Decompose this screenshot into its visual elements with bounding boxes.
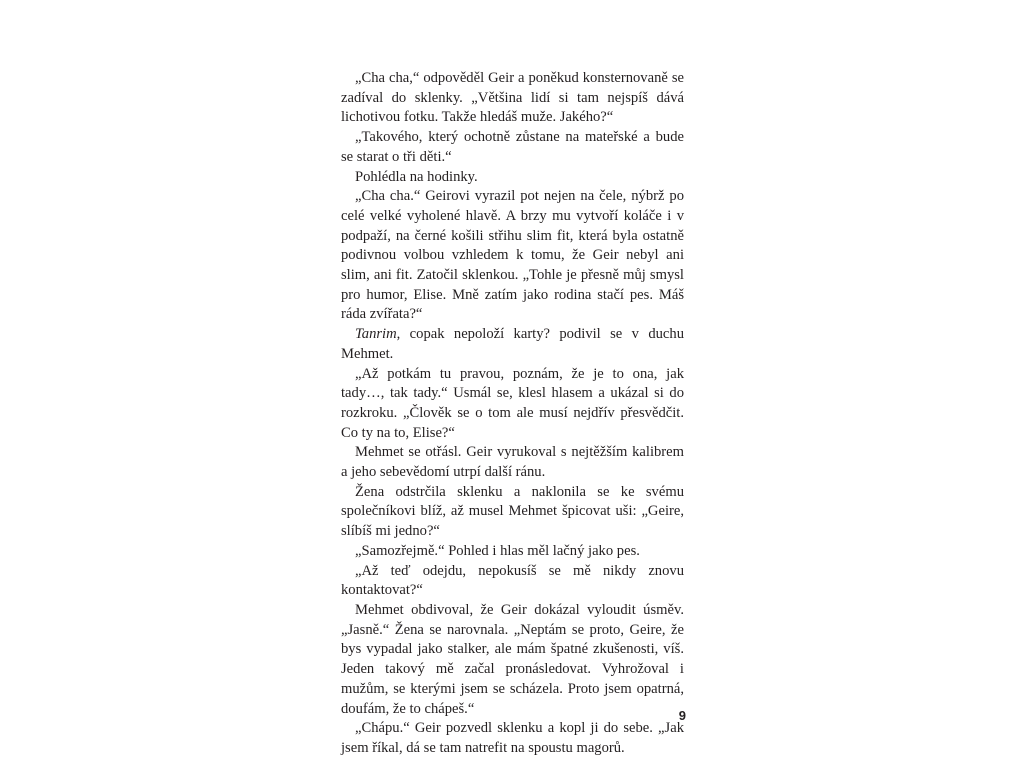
paragraph: Mehmet obdivoval, že Geir dokázal vyloudit úsměv. „Jasně.“ Žena se narovnala. „Neptám se proto, Geire, že bys vypadal jako stalker, ale mám špatné zkušenosti, víš. Jeden takový mě začal pronásledovat. Vyhrožoval i mužům, se kterými jsem se scházela. Proto jsem opatrná, doufám, že to chápeš.“ [341,601,684,717]
paragraph: „Samozřejmě.“ Pohled i hlas měl lačný jako pes. [355,542,640,559]
paragraph: Žena odstrčila sklenku a naklonila se ke svému společníkovi blíž, až musel Mehmet špicovat uši: „Geire, slíbíš mi jedno?“ [341,483,684,540]
paragraph: Mehmet se otřásl. Geir vyrukoval s nejtěžším kalibrem a jeho sebevědomí utrpí další ránu. [341,444,684,481]
paragraph-with-italic [341,325,684,364]
paragraph: „Až teď odejdu, nepokusíš se mě nikdy znovu kontaktovat?“ [341,562,684,599]
italic-word: Tanrim [355,326,397,343]
paragraph: „Cha cha.“ Geirovi vyrazil pot nejen na čele, nýbrž po celé velké vyholené hlavě. A brzy mu vytvoří koláče i v podpaží, na černé košili střihu slim fit, která byla ostatně podivnou volbou vzhledem k tomu, že Geir nebyl ani slim, ani fit. Zatočil sklenkou. „Tohle je přesně můj smysl pro humor, Elise. Mně zatím jako rodina stačí pes. Máš ráda zvířata?“ [341,188,684,323]
paragraph-rest: , copak nepoloží karty? podivil se v duchu Mehmet. [341,326,684,362]
page-number: 9 [678,708,686,723]
body-text [341,69,684,759]
paragraph: Pohlédla na hodinky. [355,168,478,185]
paragraph: „Cha cha,“ odpověděl Geir a poněkud konsternovaně se zadíval do sklenky. „Většina lidí si tam nejspíš dává lichotivou fotku. Takže hledáš muže. Jakého?“ [341,70,684,126]
paragraph: „Až potkám tu pravou, poznám, že je to ona, jak tady…, tak tady.“ Usmál se, klesl hlasem a ukázal si do rozkroku. „Člověk se o tom ale musí nejdřív přesvědčit. Co ty na to, Elise?“ [341,365,684,441]
paragraph: „Takového, který ochotně zůstane na mateřské a bude se starat o tři děti.“ [341,129,684,165]
paragraph: „Chápu.“ Geir pozvedl sklenku a kopl ji do sebe. „Jak jsem říkal, dá se tam natrefit na spoustu magorů. [341,720,684,756]
